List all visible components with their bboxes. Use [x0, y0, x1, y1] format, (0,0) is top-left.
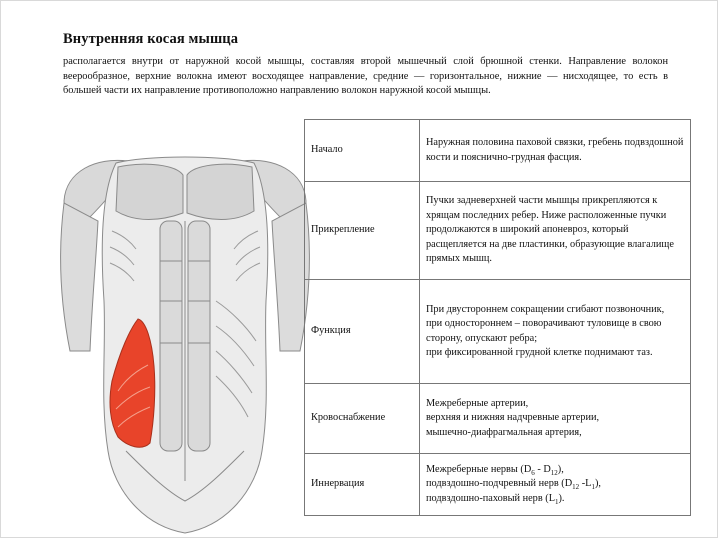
desc-line: Межреберные артерии,: [426, 397, 529, 409]
rectus-left: [160, 221, 182, 451]
desc-line: Межреберные нервы $(D_6 - D_{12})$,: [426, 463, 564, 477]
table-row: [305, 120, 691, 182]
desc-line: При двустороннем сокращении сгибают позвоночник,: [426, 303, 665, 315]
row-desc: Наружная половина паховой связки, гребень подвздошной кости и пояснично-грудная фасция.: [420, 120, 691, 182]
left-arm: [61, 203, 98, 351]
table-row: [305, 454, 691, 516]
row-label: Кровоснабжение: [305, 384, 420, 454]
row-label: Начало: [305, 120, 420, 182]
slide-title: Внутренняя косая мышца: [63, 31, 239, 47]
torso-anatomy-illustration: [56, 151, 314, 536]
table-row: [305, 280, 691, 384]
row-label: Иннервация: [305, 454, 420, 516]
pectoral-right: [187, 164, 254, 219]
row-label: Функция: [305, 280, 420, 384]
muscle-info-table: [304, 119, 691, 516]
pectoral-left: [116, 164, 183, 219]
row-desc: [420, 454, 691, 516]
desc-line: мышечно-диафрагмальная артерия,: [426, 426, 582, 438]
desc-line: верхняя и нижняя надчревные артерии,: [426, 412, 600, 424]
table-row: [305, 182, 691, 280]
desc-line: при фиксированной грудной клетке поднимают таз.: [426, 346, 653, 358]
row-desc: [420, 384, 691, 454]
intro-paragraph: располагается внутри от наружной косой мышцы, составляя второй мышечный слой брюшной стенки. Направление волокон веерообразное, верхние волокна имеют восходящее направление, средние — горизонтальное, нижние — нисходящее, то есть в большей части их направление противоположно направлению волокон наружной косой мышцы.: [63, 56, 668, 97]
desc-line: при одностороннем – поворачивают туловище в свою сторону, опускают ребра;: [426, 318, 662, 344]
row-desc: Пучки задневерхней части мышцы прикрепляются к хрящам последних ребер. Ниже расположенные пучки продолжаются в широкий апоневроз, который расщепляется на две пластинки, образующие влагалище прямых мышц.: [420, 182, 691, 280]
table-row: [305, 384, 691, 454]
rectus-right: [188, 221, 210, 451]
desc-line: подвздошно-подчревный нерв ($D_{12}$ $-L_1$),: [426, 478, 601, 492]
desc-line: подвздошно-паховый нерв $(L_1)$.: [426, 492, 565, 506]
row-desc: [420, 280, 691, 384]
row-label: Прикрепление: [305, 182, 420, 280]
